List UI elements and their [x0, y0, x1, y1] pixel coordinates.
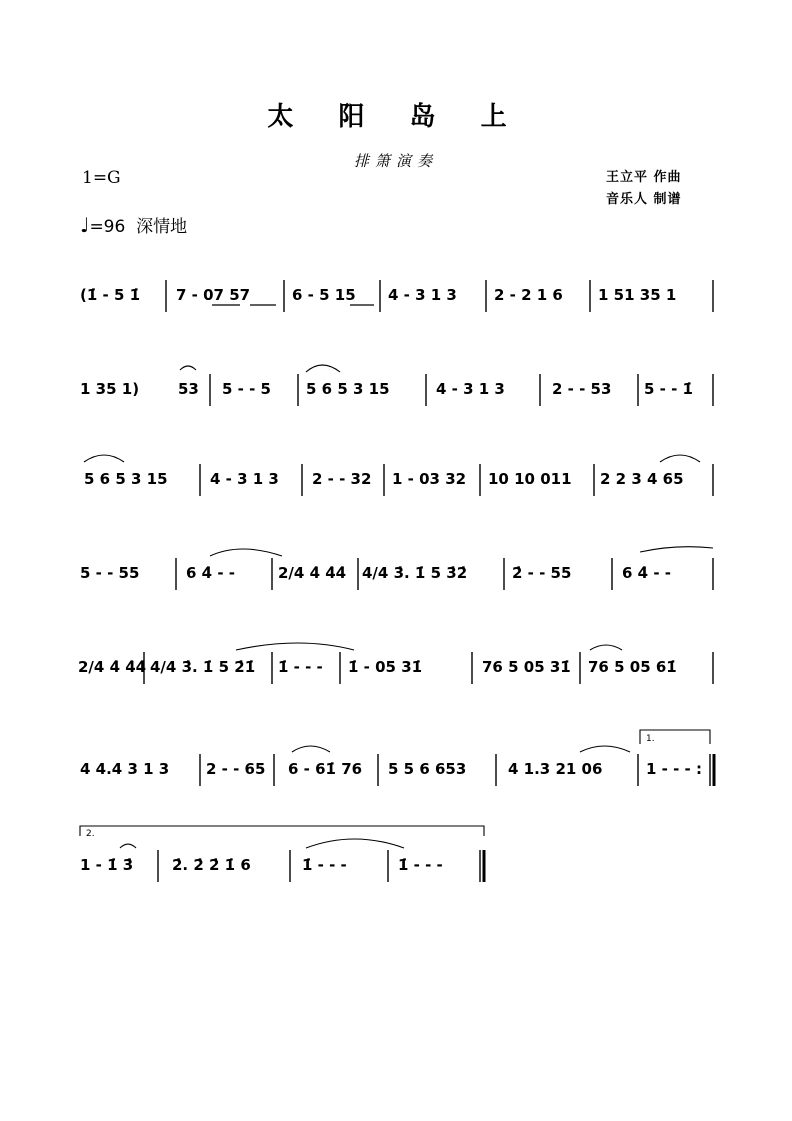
measure-1-3: 6 - 5 15 [292, 286, 356, 304]
measure-1-6: 1 51 35 1 [598, 286, 677, 304]
measure-3-1: 5 6 5 3 15 [84, 470, 168, 488]
measure-4-4: 4/4 3̇. 1̇ 5 3̇2̇ [362, 564, 468, 582]
measure-5-4: 1̇ - 05 31̇ [348, 658, 423, 676]
measure-5-1: 2/4 4̇ 4̇4̇ [78, 658, 147, 676]
measure-2-6: 2 - - 53 [552, 380, 612, 398]
expression-marking: 深情地 [136, 217, 188, 237]
volta-second-bracket [80, 826, 484, 836]
staff-line-3 [84, 455, 713, 496]
measure-2-3: 5 - - 5 [222, 380, 271, 398]
measure-3-3: 2 - - 32 [312, 470, 372, 488]
quarter-note-icon: ♩ [80, 213, 90, 237]
tempo-value: =96 [89, 217, 126, 237]
measure-1-2: 7 - 07 57 [176, 286, 251, 304]
measure-6-3: 6 - 61̇ 76 [288, 760, 363, 778]
measure-6-2: 2 - - 65 [206, 760, 266, 778]
measure-3-4: 1 - 03 32 [392, 470, 467, 488]
measure-7-4: 1̇ - - - [398, 856, 443, 874]
measure-4-5: 2̇ - - 55 [512, 564, 572, 582]
measure-5-2: 4/4 3̇. 1̇ 5 2̇1̇ [150, 658, 256, 676]
staff-line-1 [80, 280, 713, 312]
measure-1-4: 4 - 3 1 3 [388, 286, 457, 304]
measure-3-5: 10 10 011 [488, 470, 572, 488]
composer-credit: 王立平 作曲 [606, 170, 682, 185]
transcriber-credit: 音乐人 制谱 [606, 192, 682, 207]
measure-4-6: 6 4̇ - - [622, 564, 671, 582]
measure-2-5: 4 - 3 1 3 [436, 380, 505, 398]
staff-line-2 [80, 365, 713, 406]
volta-second-label: 2. [86, 829, 95, 839]
measure-5-3: 1̇ - - - [278, 658, 323, 676]
measure-5-5: 76 5 05 31̇ [482, 658, 571, 676]
staff-line-4 [80, 547, 713, 590]
measure-2-4: 5 6 5 3 15 [306, 380, 390, 398]
key-signature: 1=G [82, 168, 121, 188]
volta-first-label: 1. [646, 734, 655, 744]
measure-3-2: 4 - 3 1 3 [210, 470, 279, 488]
staff-line-6 [80, 730, 714, 786]
measure-7-3: 1̇ - - - [302, 856, 347, 874]
measure-1-1: (1̇ - 5 1̇ [80, 286, 141, 304]
measure-1-5: 2 - 2 1 6 [494, 286, 563, 304]
measure-6-5: 4 1.3 21 06 [508, 760, 603, 778]
measure-2-7: 5 - - 1̇ [644, 380, 693, 398]
staff-line-5 [78, 643, 713, 684]
measure-3-6: 2 2 3 4 65 [600, 470, 684, 488]
performance-note: 排箫演奏 [353, 152, 438, 170]
staff-line-7 [80, 826, 484, 882]
measure-7-1: 1 - 1̇ 3̇ [80, 856, 134, 874]
measure-6-1: 4 4.4 3 1 3 [80, 760, 170, 778]
measure-6-4: 5 5 6 653 [388, 760, 467, 778]
measure-7-2: 2̇. 2̇ 2̇ 1̇ 6 [172, 856, 251, 874]
measure-4-1: 5 - - 55 [80, 564, 140, 582]
song-title: 太 阳 岛 上 [267, 102, 525, 132]
measure-4-2: 6 4̇ - - [186, 564, 235, 582]
measure-4-3: 2/4 4̇ 4̇4̇ [278, 564, 347, 582]
measure-5-6: 76 5 05 61̇ [588, 658, 677, 676]
measure-2-2: 53 [178, 380, 199, 398]
measure-2-1: 1 35 1) [80, 380, 140, 398]
measure-6-6: 1 - - - : [646, 760, 703, 778]
